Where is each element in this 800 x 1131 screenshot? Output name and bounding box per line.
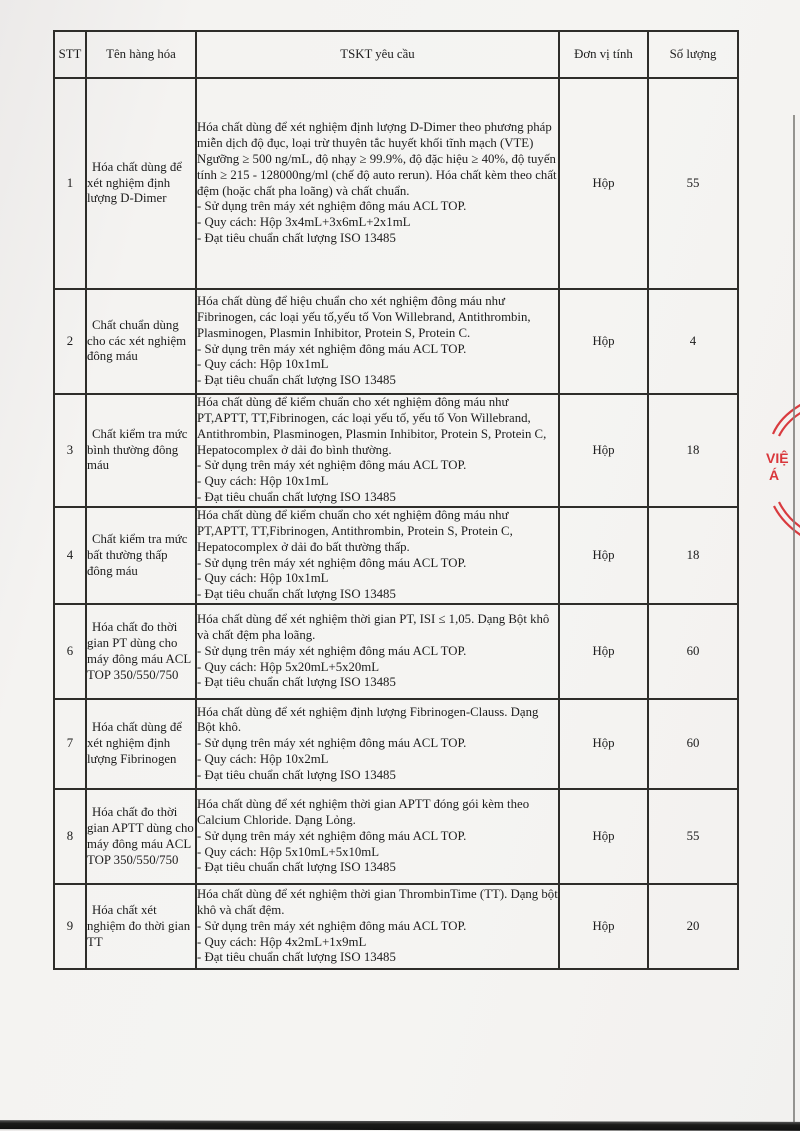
item-name: Hóa chất xét nghiệm đo thời gian TT — [87, 902, 191, 949]
spec-bullet: - Quy cách: Hộp 3x4mL+3x6mL+2x1mL — [197, 215, 411, 230]
spec-cell — [196, 289, 559, 394]
spec-intro: Hóa chất dùng để kiểm chuẩn cho xét nghiệm đông máu như PT,APTT, TT,Fibrinogen, Antithrombin, Protein S, Protein C, Hepatocomplex ở dải đo bất thường thấp. — [197, 508, 513, 554]
spec-intro: Hóa chất dùng để kiểm chuẩn cho xét nghiệm đông máu như PT,APTT, TT,Fibrinogen, các loại yếu tố, yếu tố Von Willebrand, Antithrombin, Plasminogen, Plasmin Inhibitor, Protein S, Protein C, Hepatocomplex ở dải đo bình thường. — [197, 395, 547, 457]
spec-intro: Hóa chất dùng để xét nghiệm thời gian ThrombinTime (TT). Dạng bột khô và chất đệm. — [197, 887, 558, 917]
name-cell — [86, 78, 196, 289]
spec-cell — [196, 394, 559, 507]
stt-cell: 8 — [54, 789, 86, 884]
item-name: Chất chuẩn dùng cho các xét nghiệm đông máu — [87, 317, 187, 364]
table-row — [54, 604, 738, 699]
spec-cell — [196, 789, 559, 884]
table-row — [54, 507, 738, 604]
spec-bullet: - Quy cách: Hộp 4x2mL+1x9mL — [197, 934, 367, 949]
spec-bullet: - Đạt tiêu chuẩn chất lượng ISO 13485 — [197, 587, 396, 602]
spec-intro: Hóa chất dùng để xét nghiệm thời gian APTT đóng gói kèm theo Calcium Chloride. Dạng Lỏng. — [197, 797, 530, 827]
spec-bullet: - Sử dụng trên máy xét nghiệm đông máu ACL TOP. — [197, 341, 467, 356]
spec-intro: Hóa chất dùng để xét nghiệm thời gian PT, ISI ≤ 1,05. Dạng Bột khô và chất đệm pha loãng. — [197, 612, 550, 642]
item-name: Chất kiểm tra mức bình thường đông máu — [87, 426, 188, 473]
spec-bullet: - Quy cách: Hộp 5x20mL+5x20mL — [197, 659, 380, 674]
scan-bottom-edge — [0, 1120, 800, 1131]
spec-bullet: - Quy cách: Hộp 5x10mL+5x10mL — [197, 844, 380, 859]
scan-page-edge-line — [793, 115, 795, 1125]
spec-bullet: - Sử dụng trên máy xét nghiệm đông máu ACL TOP. — [197, 736, 467, 751]
svg-text:VIỆ: VIỆ — [766, 450, 789, 466]
item-name: Chất kiểm tra mức bất thường thấp đông máu — [87, 531, 188, 578]
unit-cell: Hộp — [559, 289, 648, 394]
qty-cell: 18 — [648, 394, 738, 507]
spec-bullet: - Quy cách: Hộp 10x1mL — [197, 357, 329, 372]
name-cell — [86, 604, 196, 699]
table-header-row — [54, 31, 738, 78]
stt-cell: 7 — [54, 699, 86, 789]
unit-cell: Hộp — [559, 394, 648, 507]
spec-bullet: - Đạt tiêu chuẩn chất lượng ISO 13485 — [197, 675, 396, 690]
spec-cell — [196, 507, 559, 604]
stt-cell: 3 — [54, 394, 86, 507]
header-tskt-yeu-cau: TSKT yêu cầu — [196, 31, 559, 78]
qty-cell: 20 — [648, 884, 738, 969]
spec-bullet: - Đạt tiêu chuẩn chất lượng ISO 13485 — [197, 490, 396, 505]
spec-cell — [196, 604, 559, 699]
qty-cell: 55 — [648, 78, 738, 289]
qty-cell: 60 — [648, 604, 738, 699]
spec-bullet: - Sử dụng trên máy xét nghiệm đông máu ACL TOP. — [197, 918, 467, 933]
qty-cell: 60 — [648, 699, 738, 789]
stt-cell: 1 — [54, 78, 86, 289]
spec-bullet: - Đạt tiêu chuẩn chất lượng ISO 13485 — [197, 860, 396, 875]
spec-intro: Hóa chất dùng để xét nghiệm định lượng D-Dimer theo phương pháp miễn dịch độ đục, loại trừ thuyên tắc huyết khối tĩnh mạch (VTE) Ngưỡng ≥ 500 ng/mL, độ nhạy ≥ 99.9%, độ đặc hiệu ≥ 40%, độ tuyến tính ≥ 215 - 128000ng/ml (chế độ auto rerun). Hóa chất kèm theo chất đệm (hoặc chất pha loãng) và chất chuẩn. — [197, 120, 557, 198]
spec-bullet: - Đạt tiêu chuẩn chất lượng ISO 13485 — [197, 767, 396, 782]
qty-cell: 55 — [648, 789, 738, 884]
spec-intro: Hóa chất dùng để xét nghiệm định lượng Fibrinogen-Clauss. Dạng Bột khô. — [197, 704, 539, 735]
header-don-vi-tinh: Đơn vị tính — [559, 31, 648, 78]
unit-cell: Hộp — [559, 699, 648, 789]
unit-cell: Hộp — [559, 604, 648, 699]
spec-cell — [196, 699, 559, 789]
table-row — [54, 789, 738, 884]
name-cell — [86, 699, 196, 789]
name-cell — [86, 507, 196, 604]
name-cell — [86, 394, 196, 507]
table-row — [54, 289, 738, 394]
spec-bullet: - Đạt tiêu chuẩn chất lượng ISO 13485 — [197, 373, 396, 388]
table-row — [54, 394, 738, 507]
red-stamp-fragment — [730, 390, 800, 550]
stt-cell: 2 — [54, 289, 86, 394]
spec-bullet: - Sử dụng trên máy xét nghiệm đông máu ACL TOP. — [197, 643, 467, 658]
unit-cell: Hộp — [559, 507, 648, 604]
unit-cell: Hộp — [559, 789, 648, 884]
table-row — [54, 884, 738, 969]
stt-cell: 6 — [54, 604, 86, 699]
header-so-luong: Số lượng — [648, 31, 738, 78]
item-name: Hóa chất dùng để xét nghiệm định lượng D-Dimer — [87, 159, 182, 206]
header-ten-hang-hoa: Tên hàng hóa — [86, 31, 196, 78]
spec-bullet: - Quy cách: Hộp 10x1mL — [197, 474, 329, 489]
qty-cell: 4 — [648, 289, 738, 394]
spec-bullet: - Sử dụng trên máy xét nghiệm đông máu ACL TOP. — [197, 828, 467, 843]
spec-bullet: - Sử dụng trên máy xét nghiệm đông máu ACL TOP. — [197, 555, 467, 570]
spec-bullet: - Quy cách: Hộp 10x1mL — [197, 571, 329, 586]
item-name: Hóa chất dùng để xét nghiệm định lượng Fibrinogen — [87, 720, 182, 767]
stt-cell: 4 — [54, 507, 86, 604]
stt-cell: 9 — [54, 884, 86, 969]
spec-bullet: - Quy cách: Hộp 10x2mL — [197, 752, 329, 767]
spec-cell — [196, 78, 559, 289]
goods-spec-table — [53, 30, 739, 970]
svg-text:Á: Á — [769, 467, 780, 483]
name-cell — [86, 789, 196, 884]
name-cell — [86, 884, 196, 969]
spec-intro: Hóa chất dùng để hiệu chuẩn cho xét nghiệm đông máu như Fibrinogen, các loại yếu tố,yếu tố Von Willebrand, Antithrombin, Plasminogen, Plasmin Inhibitor, Protein S, Protein C. — [197, 293, 531, 340]
spec-bullet: - Sử dụng trên máy xét nghiệm đông máu ACL TOP. — [197, 458, 467, 473]
spec-bullet: - Đạt tiêu chuẩn chất lượng ISO 13485 — [197, 950, 396, 965]
spec-cell — [196, 884, 559, 969]
qty-cell: 18 — [648, 507, 738, 604]
table-row — [54, 699, 738, 789]
item-name: Hóa chất đo thời gian PT dùng cho máy đông máu ACL TOP 350/550/750 — [87, 619, 191, 682]
spec-bullet: - Đạt tiêu chuẩn chất lượng ISO 13485 — [197, 231, 396, 246]
unit-cell: Hộp — [559, 78, 648, 289]
header-stt: STT — [54, 31, 86, 78]
table-row — [54, 78, 738, 289]
unit-cell: Hộp — [559, 884, 648, 969]
name-cell — [86, 289, 196, 394]
item-name: Hóa chất đo thời gian APTT dùng cho máy đông máu ACL TOP 350/550/750 — [87, 804, 194, 867]
spec-bullet: - Sử dụng trên máy xét nghiệm đông máu ACL TOP. — [197, 199, 467, 214]
